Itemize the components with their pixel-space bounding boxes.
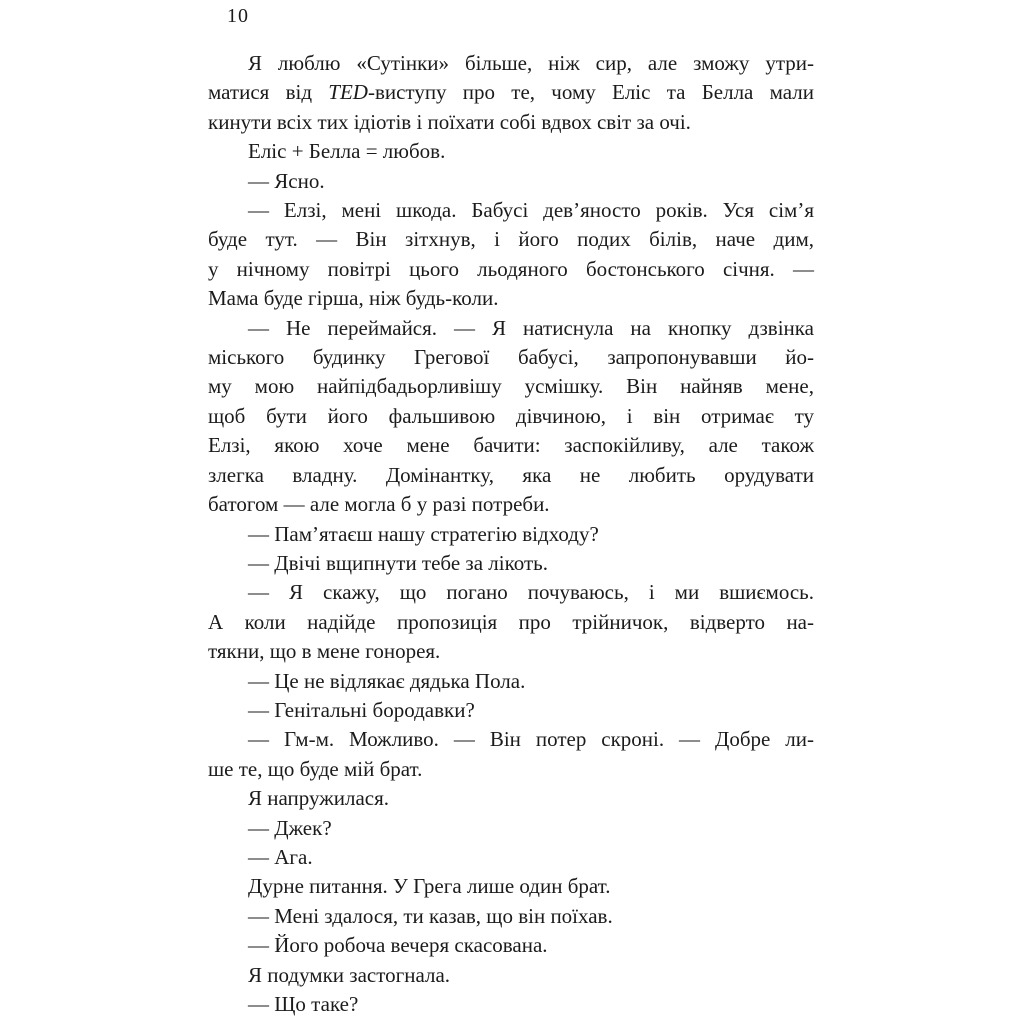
text-line — [208, 78, 814, 107]
text-segment: — Гм-м. Можливо. — Він потер скроні. — Добре ли- — [248, 727, 814, 752]
text-segment: му мою найпідбадьорливішу усмішку. Він найняв мене, — [208, 374, 814, 399]
text-line — [208, 637, 814, 666]
text-segment: злегка владну. Домінантку, яка не любить орудувати — [208, 462, 814, 487]
text-line — [208, 725, 814, 754]
text-line — [208, 784, 814, 813]
paragraph — [208, 196, 814, 314]
text-line — [208, 961, 814, 990]
paragraph — [208, 49, 814, 137]
text-segment: — Це не відлякає дядька Пола. — [248, 668, 526, 693]
text-line — [208, 696, 814, 725]
text-line — [208, 343, 814, 372]
text-line — [208, 667, 814, 696]
text-segment: — Що таке? — [248, 992, 359, 1016]
text-segment: — Двічі вщипнути тебе за лікоть. — [248, 550, 548, 575]
paragraph — [208, 667, 814, 696]
text-line — [208, 755, 814, 784]
paragraph — [208, 872, 814, 901]
text-line — [208, 225, 814, 254]
text-line — [208, 931, 814, 960]
text-line — [208, 196, 814, 225]
paragraph — [208, 578, 814, 666]
text-segment: Я подумки застогнала. — [248, 962, 451, 987]
text-segment: буде тут. — Він зітхнув, і його подих білів, наче дим, — [208, 227, 814, 252]
text-line — [208, 372, 814, 401]
text-segment: — Елзі, мені шкода. Бабусі дев’яносто років. Уся сім’я — [248, 198, 814, 223]
italic-text-segment: TED — [328, 80, 368, 105]
text-line — [208, 843, 814, 872]
text-segment: щоб бути його фальшивою дівчиною, і він отримає ту — [208, 403, 814, 428]
paragraph — [208, 990, 814, 1019]
text-segment: матися від — [208, 80, 329, 105]
text-segment: кинути всіх тих ідіотів і поїхати собі вдвох світ за очі. — [208, 109, 691, 134]
text-segment: Еліс + Белла = любов. — [248, 139, 446, 164]
text-line — [208, 402, 814, 431]
text-segment: ше те, що буде мій брат. — [208, 756, 423, 781]
text-segment: — Ага. — [248, 844, 313, 869]
text-segment: — Не переймайся. — Я натиснула на кнопку дзвінка — [248, 315, 814, 340]
paragraph — [208, 137, 814, 166]
text-segment: Я люблю «Сутінки» більше, ніж сир, але зможу утри- — [248, 51, 814, 75]
text-segment: -виступу про те, чому Еліс та Белла мали — [367, 80, 814, 105]
text-line — [208, 255, 814, 284]
text-line — [208, 490, 814, 519]
text-segment: — Його робоча вечеря скасована. — [248, 933, 548, 958]
paragraph — [208, 784, 814, 813]
text-segment: Дурне питання. У Грега лише один брат. — [248, 874, 611, 899]
text-segment: тякни, що в мене гонорея. — [208, 639, 441, 664]
paragraph — [208, 843, 814, 872]
text-segment: міського будинку Грегової бабусі, запропонувавши йо- — [208, 345, 814, 370]
text-segment: Мама буде гірша, ніж будь-коли. — [208, 286, 499, 311]
text-segment: Елзі, якою хоче мене бачити: заспокійливу, але також — [208, 433, 814, 458]
text-line — [208, 814, 814, 843]
text-line — [208, 872, 814, 901]
paragraph — [208, 549, 814, 578]
text-line — [208, 137, 814, 166]
text-line — [208, 314, 814, 343]
text-segment: — Ясно. — [248, 168, 325, 193]
text-segment: — Джек? — [248, 815, 332, 840]
paragraph — [208, 931, 814, 960]
text-line — [208, 578, 814, 607]
text-line — [208, 108, 814, 137]
paragraph — [208, 520, 814, 549]
text-line — [208, 461, 814, 490]
text-line — [208, 902, 814, 931]
text-segment: — Мені здалося, ти казав, що він поїхав. — [248, 903, 613, 928]
text-segment: — Генітальні бородавки? — [248, 697, 475, 722]
text-line — [208, 608, 814, 637]
text-segment: — Пам’ятаєш нашу стратегію відходу? — [248, 521, 599, 546]
text-segment: у нічному повітрі цього льодяного бостонського січня. — — [208, 256, 814, 281]
text-line — [208, 520, 814, 549]
text-segment: батогом — але могла б у разі потреби. — [208, 492, 550, 517]
text-line — [208, 49, 814, 78]
paragraph — [208, 814, 814, 843]
paragraph — [208, 725, 814, 784]
text-segment: — Я скажу, що погано почуваюсь, і ми вшиємось. — [248, 580, 814, 605]
text-segment: А коли надійде пропозиція про трійничок, відверто на- — [208, 609, 814, 634]
paragraph — [208, 696, 814, 725]
text-line — [208, 431, 814, 460]
text-line — [208, 990, 814, 1019]
paragraph — [208, 902, 814, 931]
text-segment: Я напружилася. — [248, 786, 390, 811]
paragraph — [208, 961, 814, 990]
text-line — [208, 284, 814, 313]
paragraph — [208, 167, 814, 196]
text-line — [208, 167, 814, 196]
paragraph — [208, 314, 814, 520]
text-block — [208, 49, 814, 1019]
text-line — [208, 549, 814, 578]
page-number: 10 — [227, 5, 249, 27]
